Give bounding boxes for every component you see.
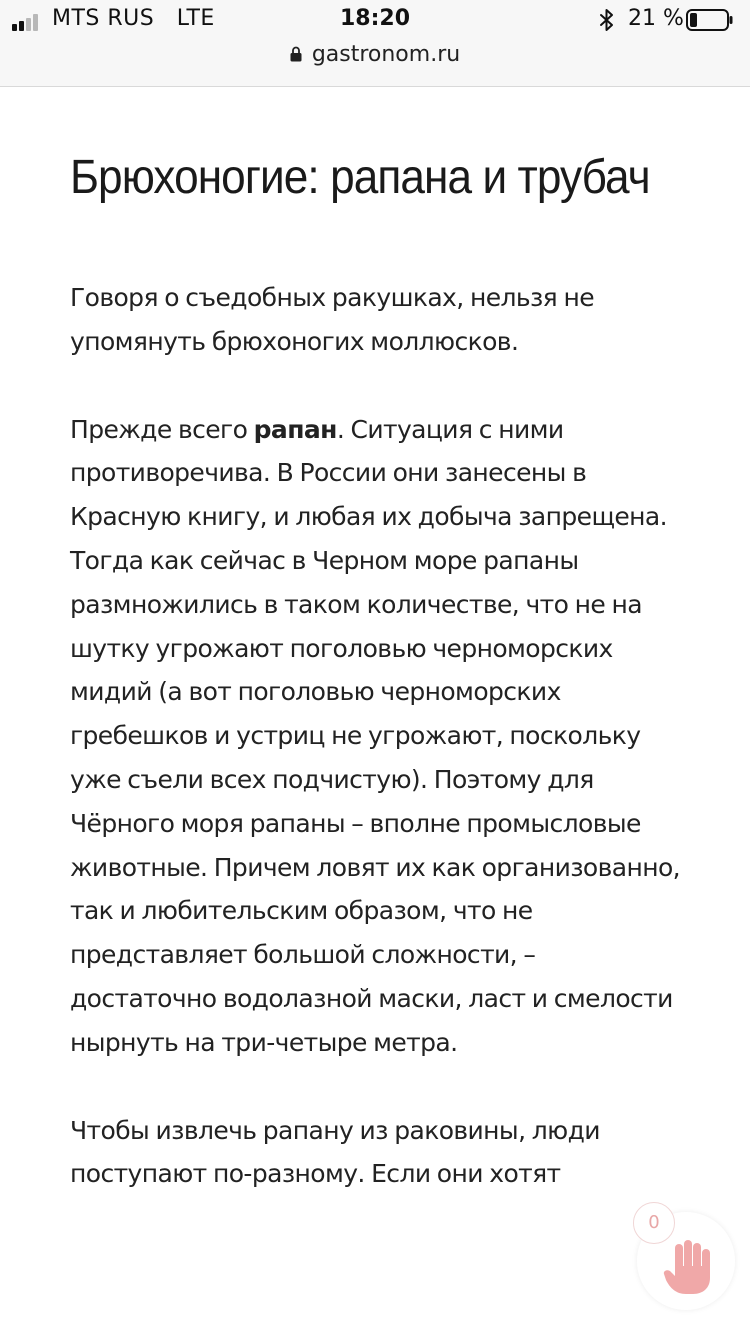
article-body bbox=[70, 148, 680, 1196]
paragraph-intro: Говоря о съедобных ракушках, нельзя не упомянуть брюхоногих моллюсков. bbox=[70, 283, 594, 356]
url-text: gastronom.ru bbox=[311, 42, 461, 67]
paragraph-rapana-prefix: Прежде всего bbox=[70, 414, 254, 444]
hand-icon[interactable] bbox=[662, 1238, 716, 1296]
ios-status-bar bbox=[0, 0, 750, 87]
paragraph-rapana-text: . Ситуация с ними противоречива. В России они занесены в Красную книгу, и любая их добыча запрещена. Тогда как сейчас в Черном море рапаны размножились в таком количестве, что не на шутку угрожают поголовью черноморских мидий (а вот поголовью черноморских гребешков и устриц не угрожают, поскольку уже съели всех подчистую). Поэтому для Чёрного моря рапаны – вполне промысловые животные. Причем ловят их как организованно, так и любительским образом, что не представляет большой сложности, – достаточно водолазной маски, ласт и смелости нырнуть на три-четыре метра. bbox=[70, 414, 680, 1057]
like-counter: 0 bbox=[633, 1202, 675, 1244]
bluetooth-icon bbox=[598, 8, 616, 32]
paragraph-rapana bbox=[70, 408, 680, 1065]
article-title: Брюхоногие: рапана и трубач bbox=[70, 151, 650, 204]
battery-icon bbox=[686, 8, 734, 32]
lock-icon bbox=[290, 46, 302, 62]
keyword-rapan: рапан bbox=[253, 414, 337, 444]
address-bar[interactable] bbox=[0, 42, 750, 67]
battery-percent: 21 % bbox=[628, 6, 684, 31]
status-time: 18:20 bbox=[339, 6, 411, 31]
carrier-name: MTS RUS bbox=[52, 6, 155, 31]
network-type: LTE bbox=[176, 6, 215, 31]
paragraph-extraction: Чтобы извлечь рапану из раковины, люди поступают по-разному. Если они хотят bbox=[70, 1115, 600, 1189]
